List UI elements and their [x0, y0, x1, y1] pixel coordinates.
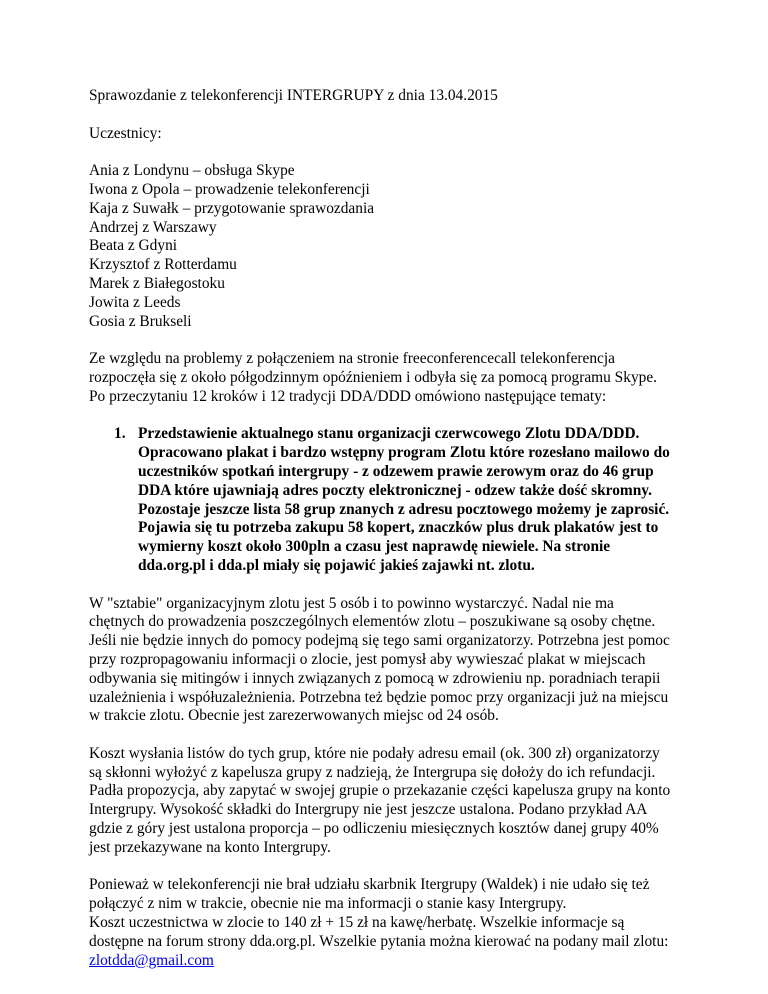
costs-line: gdzie z góry jest ustalona proporcja – po odliczeniu miesięcznych kosztów danej grupy 40% [89, 820, 659, 838]
costs-line: Padła propozycja, aby zapytać w swojej grupie o przekazanie części kapelusza grupy na konto [89, 782, 671, 800]
title-line: Sprawozdanie z telekonferencji INTERGRUPY z dnia 13.04.2015 [89, 87, 498, 104]
staff-line: przy rozpropagowaniu informacji o zlocie, jest pomysł aby wywieszać plakat w miejscach [89, 650, 646, 668]
participant-item: Ania z Londynu – obsługa Skype [89, 162, 295, 180]
staff-line: W "sztabie" organizacyjnym zlotu jest 5 osób i to powinno wystarczyć. Nadal nie ma [89, 594, 614, 612]
final-line: Ponieważ w telekonferencji nie brał udziału skarbnik Itergrupy (Waldek) i nie udało się też [89, 876, 650, 894]
spacer [89, 858, 709, 877]
final-paragraph [89, 876, 709, 970]
topic-item-1 [89, 425, 709, 575]
final-line: dostępne na forum strony dda.org.pl. Wszelkie pytania można kierować na podany mail zlotu: [89, 932, 669, 950]
email-line [89, 952, 709, 971]
participant-item: Marek z Białegostoku [89, 274, 225, 292]
spacer [89, 106, 709, 125]
list-number: 1. [114, 425, 126, 443]
topic-line: dda.org.pl i dda.pl miały się pojawić jakieś zajawki nt. zlotu. [138, 556, 535, 574]
topic-line: uczestników spotkań intergrupy - z odzewem prawie zerowym oraz do 46 grup [138, 462, 654, 480]
spacer [89, 407, 709, 426]
spacer [89, 143, 709, 162]
topics-list [89, 425, 709, 575]
topic-line: Pojawia się tu potrzeba zakupu 58 kopert, znaczków plus druk plakatów jest to [138, 519, 659, 537]
topic-line: wymierny koszt około 300pln a czasu jest naprawdę niewiele. Na stronie [138, 538, 611, 556]
costs-line: Koszt wysłania listów do tych grup, które nie podały adresu email (ok. 300 zł) organizatorzy [89, 744, 660, 762]
staff-line: Jeśli nie będzie innych do pomocy podejmą się tego sami organizatorzy. Potrzebna jest pomoc [89, 632, 670, 650]
staff-line: w trakcie zlotu. Obecnie jest zarezerwowanych miejsc od 24 osób. [89, 707, 499, 725]
topic-line: DDA które ujawniają adres poczty elektronicznej - odzew także dość skromny. [138, 481, 652, 499]
participant-item: Beata z Gdyni [89, 237, 178, 255]
participant-item: Jowita z Leeds [89, 293, 181, 311]
document-title [89, 87, 709, 106]
intro-line: rozpoczęła się z około półgodzinnym opóźnieniem i odbyła się za pomocą programu Skype. [89, 368, 658, 386]
participant-item: Iwona z Opola – prowadzenie telekonferencji [89, 180, 370, 198]
intro-line: Ze względu na problemy z połączeniem na stronie freeconferencecall telekonferencja [89, 350, 615, 368]
costs-line: jest przekazywane na konto Intergrupy. [89, 838, 331, 856]
staff-line: odbywania się mitingów i innych związanych z pomocą w zdrowieniu np. poradniach terapii [89, 669, 661, 687]
participants-heading-text: Uczestnicy: [89, 124, 162, 142]
final-line: połączyć z nim w trakcie, obecnie nie ma informacji o stanie kasy Intergrupy. [89, 895, 567, 913]
final-line: Koszt uczestnictwa w zlocie to 140 zł + 15 zł na kawę/herbatę. Wszelkie informacje są [89, 914, 625, 932]
costs-line: Intergrupy. Wysokość składki do Intergrupy nie jest jeszcze ustalona. Podano przykład AA [89, 801, 648, 819]
spacer [89, 331, 709, 350]
staff-paragraph [89, 595, 709, 727]
participant-item: Gosia z Brukseli [89, 312, 192, 330]
staff-line: chętnych do prowadzenia poszczególnych elementów zlotu – poszukiwane są osoby chętne. [89, 613, 656, 631]
participant-item: Krzysztof z Rotterdamu [89, 256, 237, 274]
email-link[interactable]: zlotdda@gmail.com [89, 951, 214, 969]
costs-line: są skłonni wyłożyć z kapelusza grupy z nadzieją, że Intergrupa się dołoży do ich refundacji. [89, 763, 656, 781]
topic-line: Pozostaje jeszcze lista 58 grup znanych z adresu pocztowego możemy je zaprosić. [138, 500, 670, 518]
participants-list [89, 162, 709, 331]
spacer [89, 726, 709, 745]
topic-line: Opracowano plakat i bardzo wstępny program Zlotu które rozesłano mailowo do [138, 444, 670, 462]
staff-line: uzależnienia i współuzależnienia. Potrzebna też będzie pomoc przy organizacji już na miejscu [89, 688, 669, 706]
document-page [89, 87, 709, 970]
costs-paragraph [89, 745, 709, 858]
intro-line: Po przeczytaniu 12 kroków i 12 tradycji DDA/DDD omówiono następujące tematy: [89, 387, 607, 405]
participants-heading [89, 125, 709, 144]
spacer [89, 576, 709, 595]
participant-item: Kaja z Suwałk – przygotowanie sprawozdania [89, 199, 375, 217]
participant-item: Andrzej z Warszawy [89, 218, 217, 236]
topic-line: Przedstawienie aktualnego stanu organizacji czerwcowego Zlotu DDA/DDD. [138, 425, 640, 443]
intro-paragraph [89, 350, 709, 406]
